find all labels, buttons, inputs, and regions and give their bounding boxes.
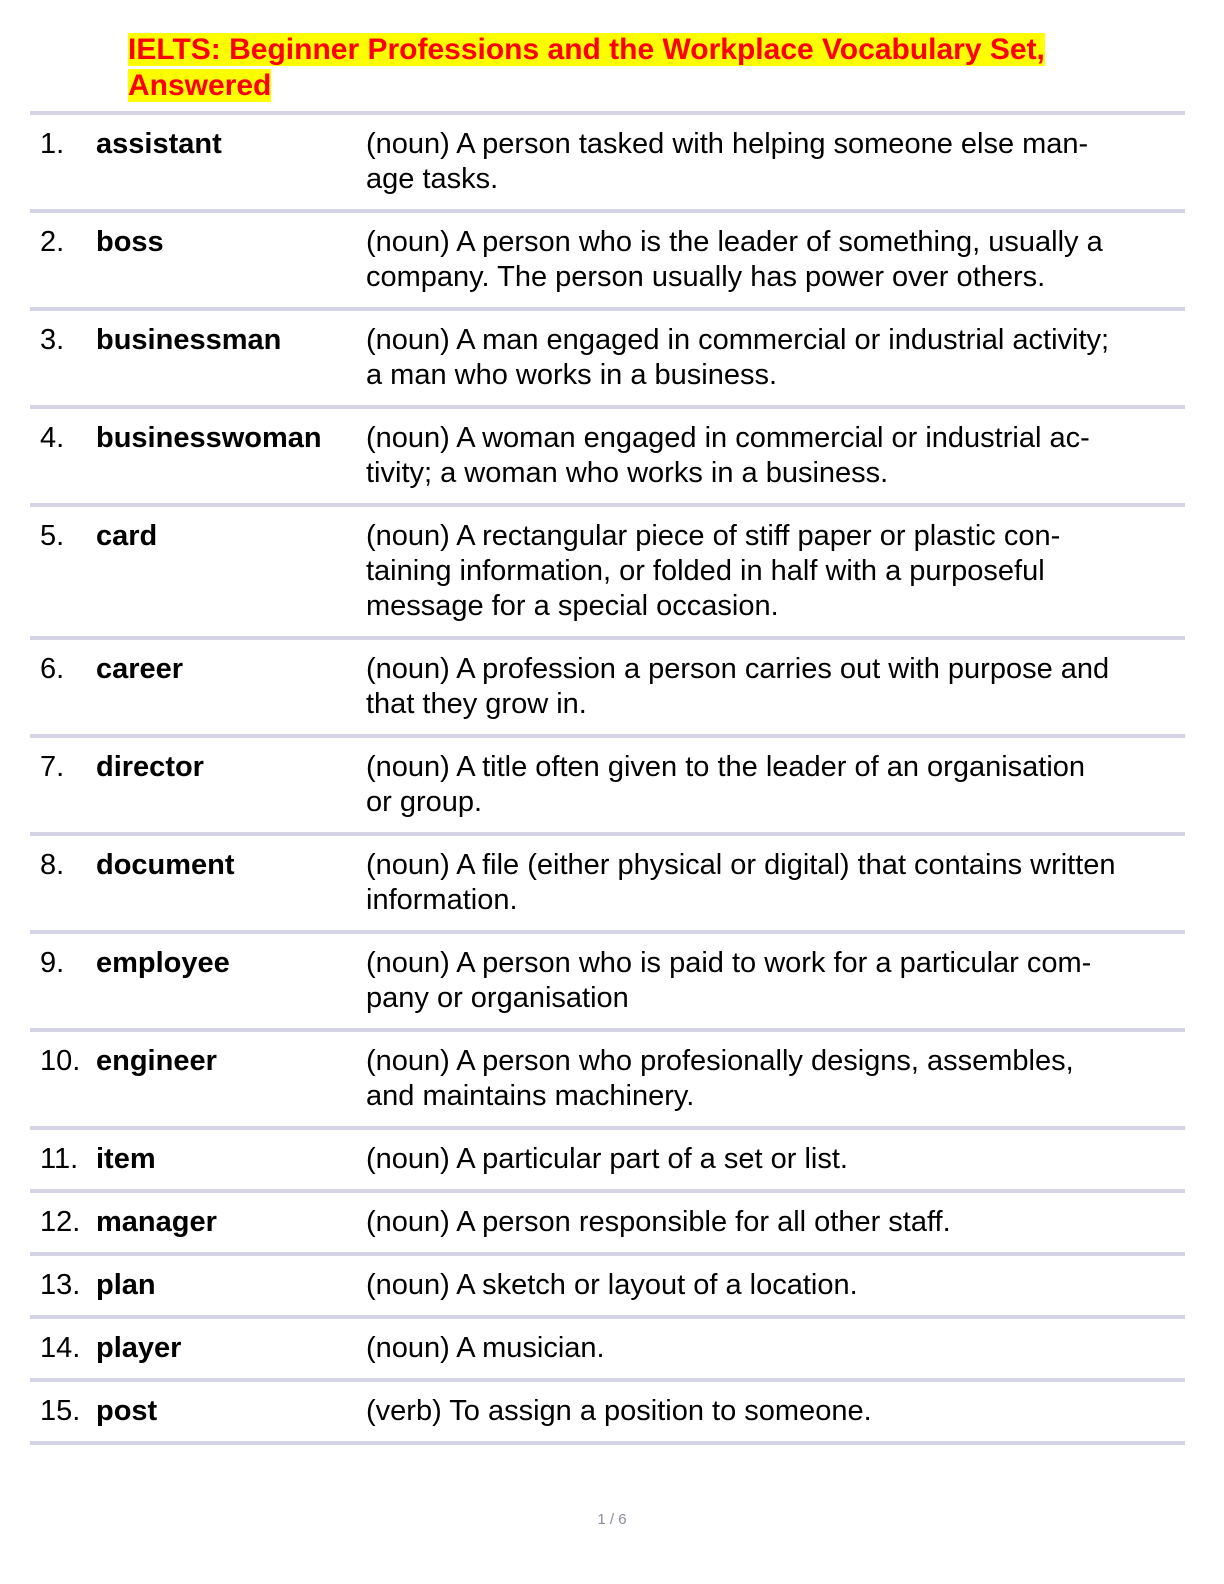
entry-definition xyxy=(366,1205,1176,1240)
entry-number: 14. xyxy=(40,1332,81,1364)
entry-definition xyxy=(366,848,1176,918)
definition-line: (noun) A particular part of a set or list. xyxy=(366,1143,848,1175)
vocab-entry xyxy=(30,409,1185,503)
definition-line: (noun) A profession a person carries out with purpose and xyxy=(366,653,1110,685)
entry-definition xyxy=(366,652,1176,722)
definition-line: (noun) A rectangular piece of stiff paper or plastic con- xyxy=(366,520,1061,552)
definition-line: (noun) A man engaged in commercial or industrial activity; xyxy=(366,324,1110,356)
entry-definition xyxy=(366,127,1176,197)
definition-line: (noun) A person who profesionally designs, assembles, xyxy=(366,1045,1074,1077)
entry-number: 11. xyxy=(40,1143,79,1175)
entry-number: 7. xyxy=(40,751,65,783)
definition-line: message for a special occasion. xyxy=(366,590,779,622)
entry-number: 1. xyxy=(40,128,65,160)
definition-line: (noun) A woman engaged in commercial or industrial ac- xyxy=(366,422,1090,454)
entry-definition xyxy=(366,1268,1176,1303)
entry-term: manager xyxy=(96,1206,217,1238)
entry-definition xyxy=(366,750,1176,820)
definition-line: tivity; a woman who works in a business. xyxy=(366,457,889,489)
vocab-entry xyxy=(30,1130,1185,1189)
definition-line: (noun) A person tasked with helping someone else man- xyxy=(366,128,1089,160)
entry-definition xyxy=(366,519,1176,624)
entry-term: businesswoman xyxy=(96,422,322,454)
entry-number: 4. xyxy=(40,422,65,454)
definition-line: (noun) A sketch or layout of a location. xyxy=(366,1269,858,1301)
row-divider xyxy=(30,1441,1185,1445)
page-indicator: 1 / 6 xyxy=(597,1511,627,1528)
page-title xyxy=(128,32,1128,104)
definition-line: age tasks. xyxy=(366,163,499,195)
entry-number: 13. xyxy=(40,1269,81,1301)
vocab-entry xyxy=(30,1193,1185,1252)
definition-line: (noun) A title often given to the leader of an organisation xyxy=(366,751,1086,783)
definition-line: (noun) A person who is the leader of something, usually a xyxy=(366,226,1103,258)
definition-line: (verb) To assign a position to someone. xyxy=(366,1395,872,1427)
entry-term: post xyxy=(96,1395,158,1427)
vocab-entry xyxy=(30,1319,1185,1378)
definition-line: information. xyxy=(366,884,518,916)
entry-term: career xyxy=(96,653,184,685)
entry-definition xyxy=(366,323,1176,393)
entry-definition xyxy=(366,1331,1176,1366)
definition-line: company. The person usually has power over others. xyxy=(366,261,1046,293)
entry-term: director xyxy=(96,751,204,783)
definition-line: and maintains machinery. xyxy=(366,1080,695,1112)
vocab-entry xyxy=(30,1032,1185,1126)
entry-definition xyxy=(366,1142,1176,1177)
entry-number: 15. xyxy=(40,1395,81,1427)
vocab-entry xyxy=(30,115,1185,209)
definition-line: a man who works in a business. xyxy=(366,359,778,391)
entry-term: assistant xyxy=(96,128,222,160)
entry-term: employee xyxy=(96,947,230,979)
entry-number: 2. xyxy=(40,226,65,258)
entry-term: player xyxy=(96,1332,182,1364)
definition-line: (noun) A musician. xyxy=(366,1332,605,1364)
entry-definition xyxy=(366,225,1176,295)
entry-number: 3. xyxy=(40,324,65,356)
entry-term: engineer xyxy=(96,1045,217,1077)
definition-line: (noun) A person responsible for all other staff. xyxy=(366,1206,951,1238)
vocab-entry xyxy=(30,738,1185,832)
entry-definition xyxy=(366,946,1176,1016)
vocab-entry xyxy=(30,311,1185,405)
entry-term: plan xyxy=(96,1269,156,1301)
entry-number: 12. xyxy=(40,1206,81,1238)
entry-term: businessman xyxy=(96,324,282,356)
definition-line: (noun) A person who is paid to work for a particular com- xyxy=(366,947,1092,979)
definition-line: taining information, or folded in half with a purposeful xyxy=(366,555,1045,587)
vocab-entry xyxy=(30,1382,1185,1441)
entry-definition xyxy=(366,421,1176,491)
entry-number: 5. xyxy=(40,520,65,552)
definition-line: pany or organisation xyxy=(366,982,629,1014)
entry-number: 10. xyxy=(40,1045,81,1077)
entry-term: document xyxy=(96,849,235,881)
definition-line: (noun) A file (either physical or digital) that contains written xyxy=(366,849,1116,881)
vocab-entry xyxy=(30,1256,1185,1315)
definition-line: or group. xyxy=(366,786,483,818)
title-line-2: Answered xyxy=(128,69,272,102)
vocabulary-table xyxy=(30,111,1185,1445)
vocab-entry xyxy=(30,213,1185,307)
vocab-entry xyxy=(30,836,1185,930)
entry-definition xyxy=(366,1394,1176,1429)
entry-number: 8. xyxy=(40,849,65,881)
vocab-entry xyxy=(30,934,1185,1028)
entry-term: card xyxy=(96,520,158,552)
entry-number: 6. xyxy=(40,653,65,685)
definition-line: that they grow in. xyxy=(366,688,587,720)
vocab-entry xyxy=(30,507,1185,636)
vocab-entry xyxy=(30,640,1185,734)
entry-definition xyxy=(366,1044,1176,1114)
title-line-1: IELTS: Beginner Professions and the Workplace Vocabulary Set, xyxy=(128,33,1045,66)
entry-number: 9. xyxy=(40,947,65,979)
entry-term: item xyxy=(96,1143,156,1175)
entry-term: boss xyxy=(96,226,164,258)
